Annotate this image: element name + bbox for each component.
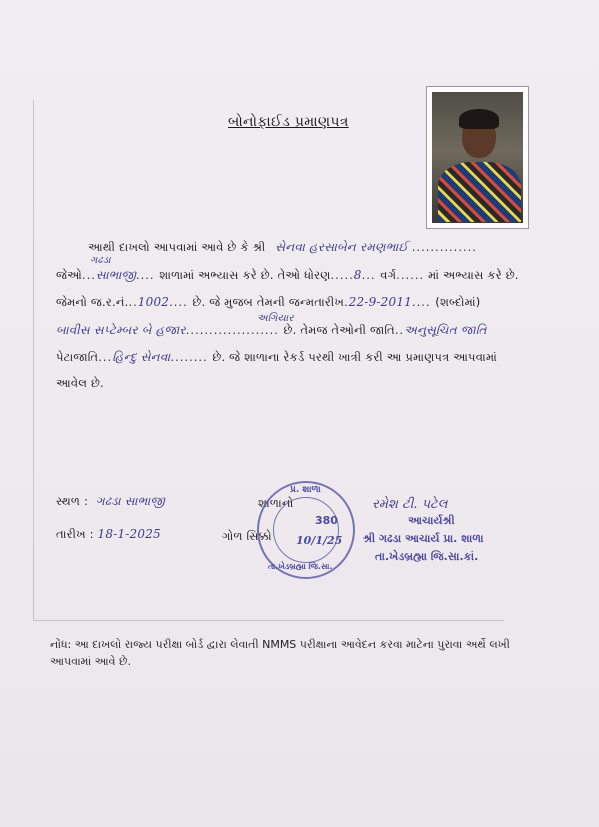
line2-prefix: જેઓ bbox=[56, 268, 82, 282]
body-line-6: આવેલ છે. bbox=[56, 376, 104, 390]
line2-mid: શાળામાં અભ્યાસ કરે છે. તેઓ ધોરણ bbox=[159, 268, 331, 282]
principal-stamp-line-2: તા.ખેડબ્રહ્મા જિ.સા.કાં. bbox=[375, 550, 479, 563]
body-line-4: બાવીસ સપ્ટેમ્બર બે હજાર.................... છે. તેમજ તેઓની જાતિ..અનુસૂચિત જાતિ bbox=[56, 323, 487, 337]
principal-signature: રમેશ ટી. પટેલ bbox=[372, 497, 448, 512]
stamp-date: 10/1/25 bbox=[296, 534, 343, 547]
principal-title: આચાર્યશ્રી bbox=[408, 514, 455, 527]
gr-number: 1002 bbox=[137, 295, 170, 309]
line5-prefix: પેટાજાતિ bbox=[56, 350, 99, 364]
seal-label-1: શાળાનો bbox=[258, 496, 294, 510]
stamp-number: 380 bbox=[315, 514, 338, 527]
seal-label-2: ગોળ સિક્કો bbox=[222, 529, 272, 543]
body-line-2: જેઓ...સાભાજી.... શાળામાં અભ્યાસ કરે છે. તેઓ ધોરણ.....8... વર્ગ...... માં અભ્યાસ કરે છે. bbox=[56, 268, 519, 282]
body-line-3: જેમનો જ.ર.નં...1002.... છે. જે મુજબ તેમની જન્મતારીખ.22-9-2011.... (શબ્દોમાં) bbox=[56, 295, 481, 309]
line1-prefix: આથી દાખલો આપવામાં આવે છે કે શ્રી bbox=[88, 240, 266, 254]
standard-value: 8 bbox=[353, 268, 362, 282]
place-row bbox=[56, 494, 165, 509]
line2-mid2: વર્ગ bbox=[380, 268, 397, 282]
date-label: તારીખ : bbox=[56, 527, 94, 541]
student-photo bbox=[426, 86, 529, 229]
certificate-title: બોનોફાઈડ પ્રમાણપત્ર bbox=[228, 114, 349, 130]
birth-words-above: અગિયાર bbox=[257, 313, 294, 324]
subcaste-value: હિન્દુ સેનવા bbox=[112, 350, 171, 364]
birth-date: 22-9-2011 bbox=[348, 295, 412, 309]
line3-prefix: જેમનો જ.ર.નં. bbox=[56, 295, 129, 309]
footnote: નોંધ: આ દાખલો રાજ્ય પરીક્ષા બોર્ડ દ્વારા લેવાતી NMMS પરીક્ષાના આવેદન કરવા માટેના પુરાવા અર્થે લખી આપવામાં આવે છે. bbox=[50, 638, 510, 668]
body-line-1: આથી દાખલો આપવામાં આવે છે કે શ્રી સેનવા હરસાબેન રમણભાઈ .............. bbox=[88, 240, 477, 254]
birth-words: બાવીસ સપ્ટેમ્બર બે હજાર bbox=[56, 323, 186, 337]
line3-suffix: (શબ્દોમાં) bbox=[435, 295, 481, 309]
stamp-ring-top: પ્ર. શાળા bbox=[290, 485, 321, 495]
date-value: 18-1-2025 bbox=[97, 527, 161, 541]
line5-suffix: છે. જે શાળાના રેકર્ડ પરથી ખાત્રી કરી આ પ્રમાણપત્ર આપવામાં bbox=[212, 350, 498, 364]
photo-hair bbox=[459, 109, 499, 129]
line2-suffix: માં અભ્યાસ કરે છે. bbox=[428, 268, 519, 282]
principal-stamp-line-1: શ્રી ગઢડા આચાર્ય પ્રા. શાળા bbox=[363, 532, 484, 545]
photo-image bbox=[432, 92, 523, 223]
body-line-5: પેટાજાતિ...હિન્દુ સેનવા........ છે. જે શાળાના રેકર્ડ પરથી ખાત્રી કરી આ પ્રમાણપત્ર આપવામાં bbox=[56, 350, 498, 364]
line4-mid: છે. તેમજ તેઓની જાતિ bbox=[283, 323, 395, 337]
caste-value: અનુસૂચિત જાતિ bbox=[404, 323, 487, 337]
school-name: સાભાજી bbox=[95, 268, 136, 282]
line3-mid: છે. જે મુજબ તેમની જન્મતારીખ bbox=[192, 295, 344, 309]
place-label: સ્થળ : bbox=[56, 494, 89, 508]
student-name: સેનવા હરસાબેન રમણભાઈ bbox=[275, 240, 408, 254]
stamp-ring-bottom: તા.ખેડબ્રહ્મા જિ.સા. bbox=[268, 562, 333, 571]
village-above: ગઢડા bbox=[90, 255, 111, 266]
photo-clothing bbox=[438, 162, 521, 222]
date-row bbox=[56, 527, 161, 542]
place-value: ગઢડા સાભાજી bbox=[95, 494, 165, 508]
